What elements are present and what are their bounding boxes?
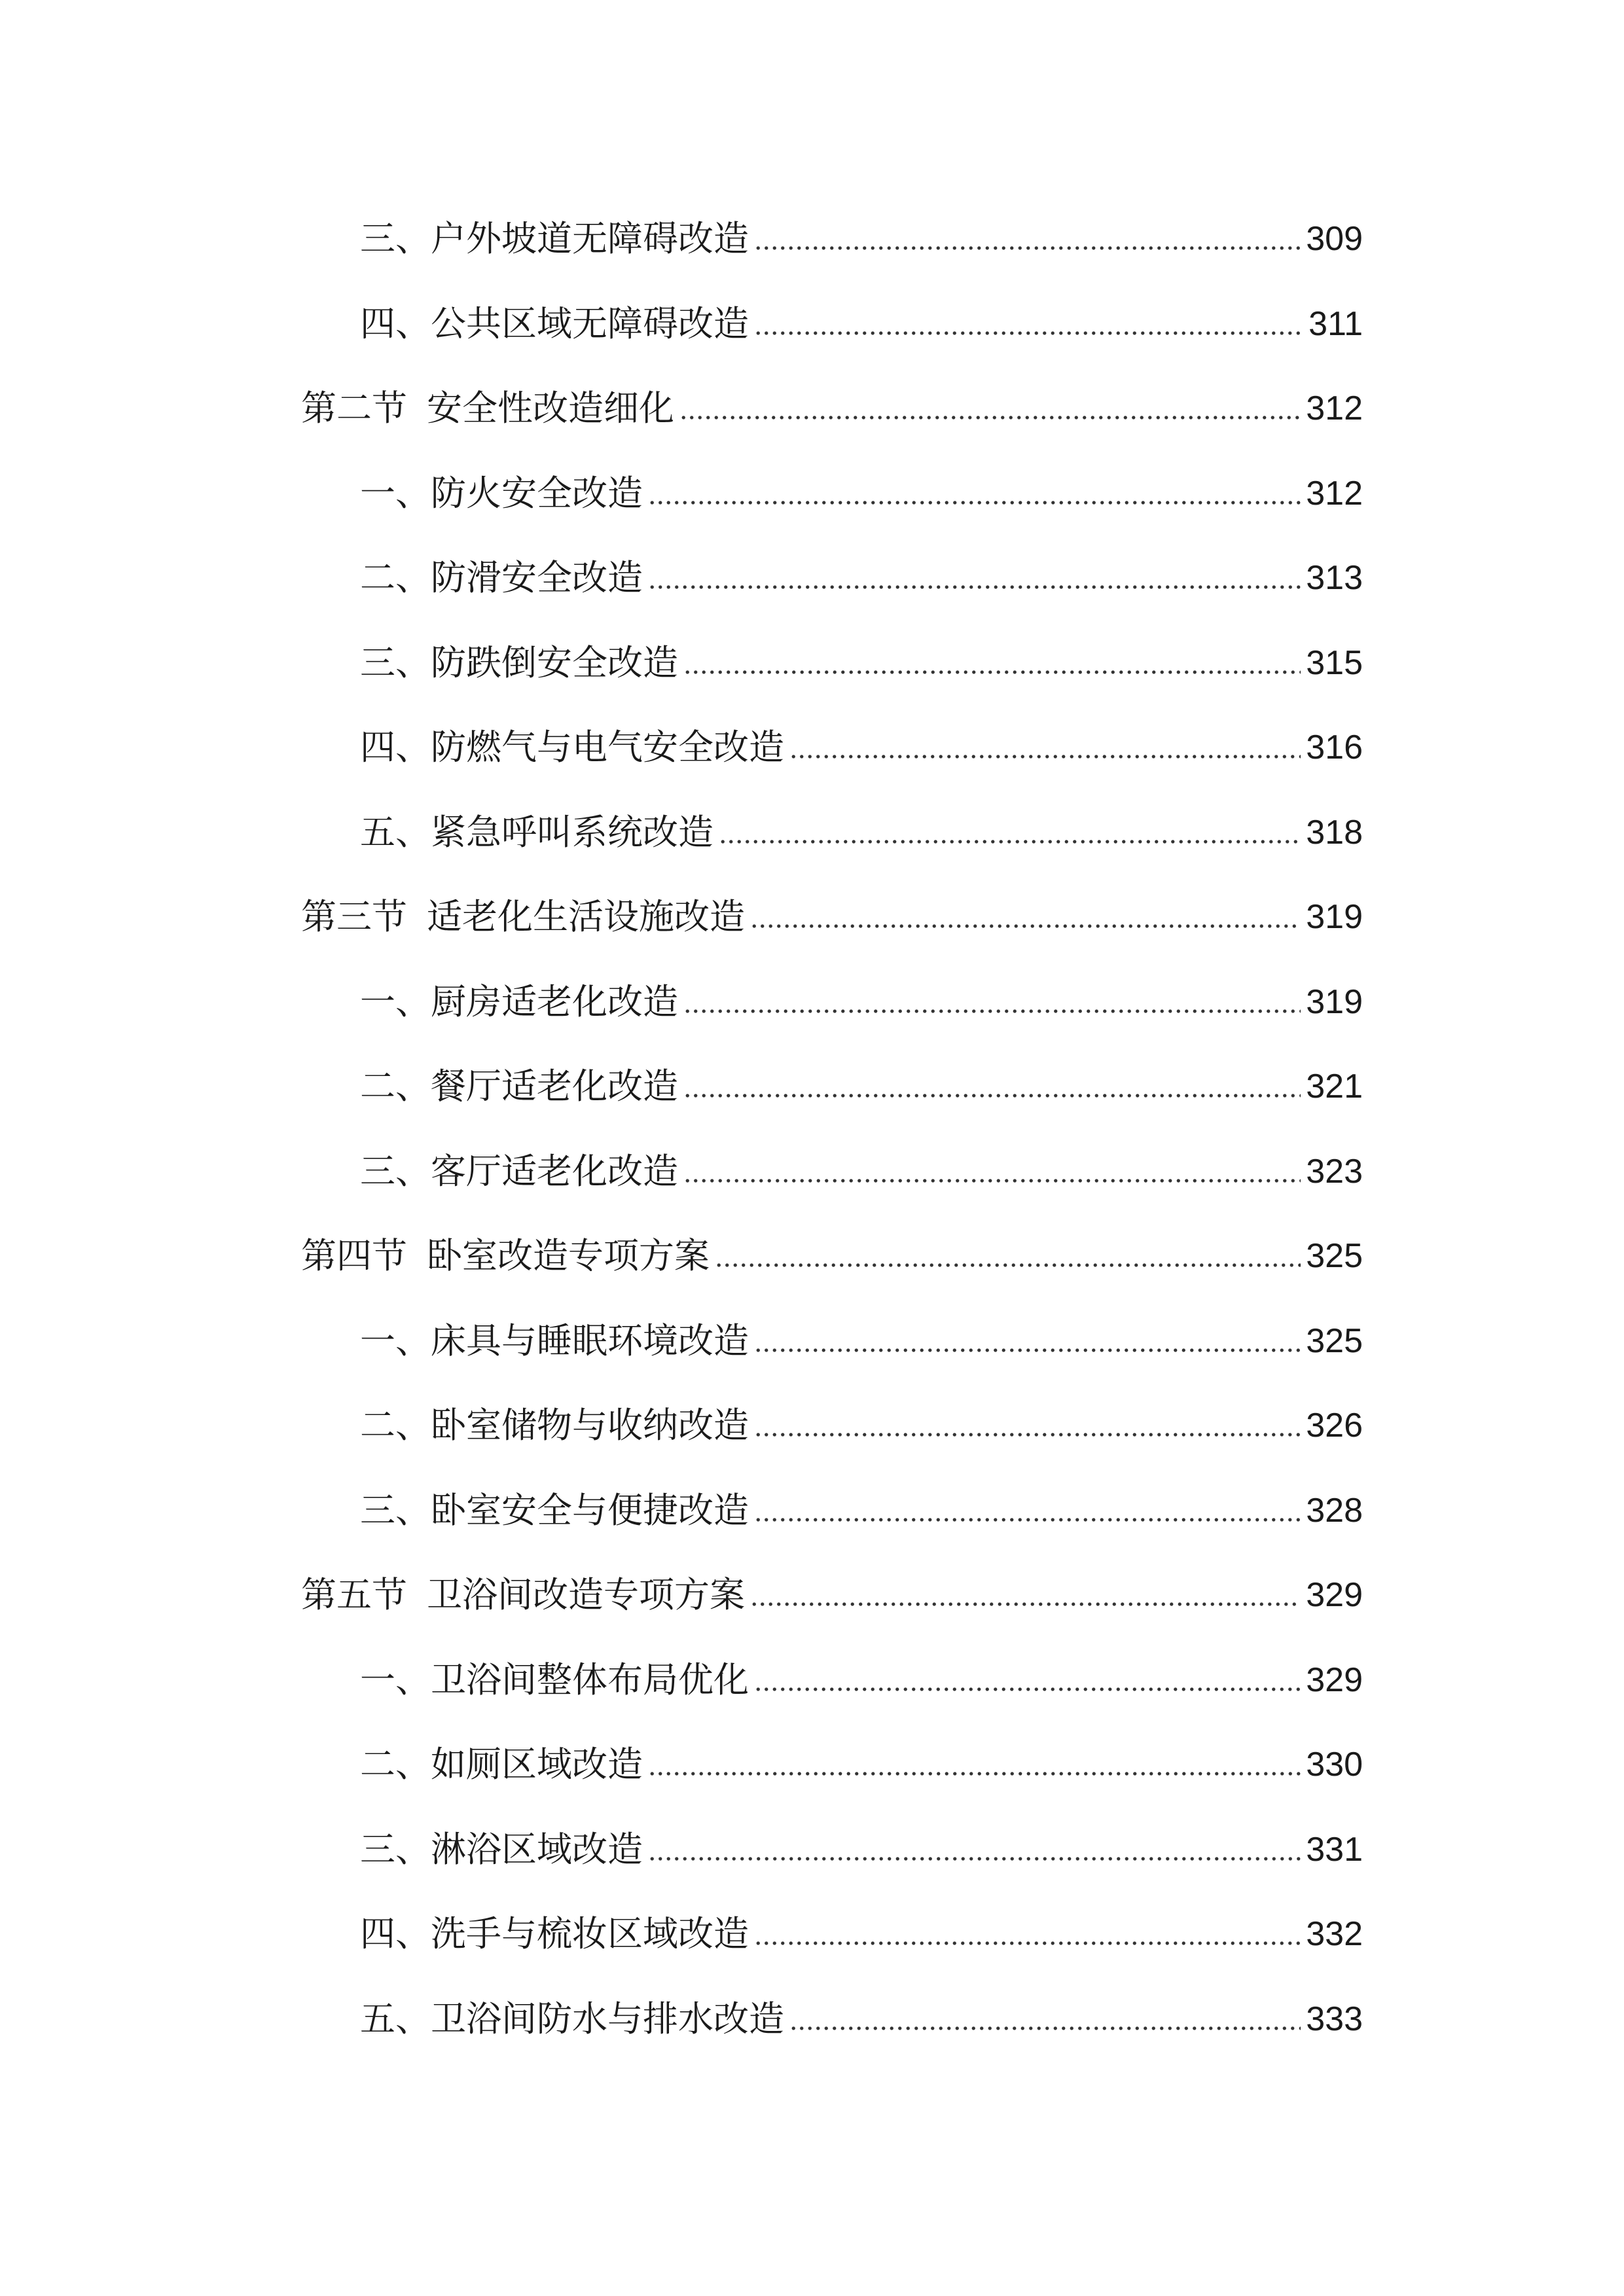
toc-entry-title: 卫浴间改造专项方案 [427,1574,745,1615]
toc-entry-label [301,888,745,946]
dot-leader [789,754,1301,759]
toc-entry-label [360,803,713,862]
toc-entry-label [360,1481,749,1540]
toc-subsection-entry[interactable] [360,1651,1363,1710]
toc-entry-title: 三、淋浴区域改造 [360,1828,643,1870]
toc-subsection-entry[interactable] [360,1057,1363,1116]
toc-entry-label [360,1142,678,1201]
toc-subsection-entry[interactable] [360,295,1363,353]
dot-leader [719,839,1301,844]
toc-subsection-entry[interactable] [360,718,1363,777]
toc-page-number: 332 [1306,1915,1363,1953]
dot-leader [789,2026,1301,2031]
toc-section-number: 第五节 [301,1574,407,1615]
toc-page-number: 315 [1306,643,1363,682]
toc-page-number: 321 [1306,1067,1363,1105]
toc-page-number: 319 [1306,982,1363,1021]
dot-leader [754,1687,1301,1692]
toc-page-number: 318 [1306,813,1363,852]
toc-entry-title: 三、客厅适老化改造 [360,1150,678,1192]
toc-subsection-entry[interactable] [360,1820,1363,1879]
toc-page-number: 329 [1306,1660,1363,1699]
toc-entry-title: 四、防燃气与电气安全改造 [360,726,784,768]
toc-subsection-entry[interactable] [360,973,1363,1031]
toc-entry-title: 一、床具与睡眠环境改造 [360,1319,749,1361]
toc-page-number: 325 [1306,1321,1363,1360]
dot-leader [754,245,1301,251]
toc-section-number: 第三节 [301,896,407,937]
toc-page-number: 311 [1308,304,1363,343]
toc-entry-title: 三、户外坡道无障碍改造 [360,218,749,259]
toc-subsection-entry[interactable] [360,803,1363,862]
dot-leader [648,500,1301,505]
toc-page-number: 328 [1306,1491,1363,1530]
dot-leader [679,415,1301,420]
toc-page-number: 309 [1306,220,1363,258]
toc-entry-label [360,1735,643,1794]
toc-entry-label [301,1566,745,1624]
toc-entry-label [360,973,678,1031]
dot-leader [683,670,1301,675]
dot-leader [754,1941,1301,1946]
toc-entry-label [360,1990,784,2049]
toc-page-number: 333 [1306,2000,1363,2038]
toc-subsection-entry[interactable] [360,209,1363,268]
toc-entry-title: 五、紧急呼叫系统改造 [360,811,713,853]
toc-entry-label [360,295,749,353]
toc-entry-label [360,634,678,692]
dot-leader [750,924,1301,929]
toc-entry-label [360,718,784,777]
toc-entry-label [360,1396,749,1455]
dot-leader [648,584,1301,590]
toc-entry-label [360,1820,643,1879]
toc-subsection-entry[interactable] [360,1396,1363,1455]
dot-leader [754,331,1303,336]
toc-page-number: 312 [1306,389,1363,427]
toc-subsection-entry[interactable] [360,1142,1363,1201]
dot-leader [683,1178,1301,1183]
toc-page-number: 312 [1306,474,1363,512]
dot-leader [754,1348,1301,1353]
dot-leader [683,1009,1301,1014]
toc-entry-label [360,548,643,607]
toc-page-number: 329 [1306,1576,1363,1614]
toc-entry-label [360,1905,749,1964]
toc-subsection-entry[interactable] [360,464,1363,523]
toc-entry-title: 二、餐厅适老化改造 [360,1066,678,1107]
toc-entry-title: 四、洗手与梳妆区域改造 [360,1913,749,1954]
toc-section-entry[interactable] [301,1566,1363,1624]
toc-section-entry[interactable] [301,888,1363,946]
toc-page-number: 313 [1306,559,1363,597]
toc-entry-label [301,1227,710,1285]
toc-subsection-entry[interactable] [360,1735,1363,1794]
dot-leader [754,1517,1301,1522]
toc-entry-title: 一、厨房适老化改造 [360,980,678,1022]
toc-entry-title: 一、防火安全改造 [360,472,643,514]
toc-page-number: 326 [1306,1407,1363,1444]
toc-entry-title: 适老化生活设施改造 [427,896,745,937]
toc-entry-label [301,379,674,438]
toc-entry-label [360,464,643,523]
toc-subsection-entry[interactable] [360,1990,1363,2049]
toc-section-entry[interactable] [301,1227,1363,1285]
dot-leader [648,1771,1301,1776]
toc-subsection-entry[interactable] [360,634,1363,692]
toc-page-number: 331 [1306,1830,1363,1869]
dot-leader [683,1093,1301,1098]
toc-entry-label [360,1651,749,1710]
toc-entry-title: 二、防滑安全改造 [360,557,643,598]
toc-section-number: 第四节 [301,1235,407,1276]
toc-page-number: 323 [1306,1152,1363,1191]
dot-leader [648,1856,1301,1861]
dot-leader [754,1432,1301,1437]
dot-leader [715,1263,1301,1268]
toc-entry-title: 四、公共区域无障碍改造 [360,302,749,344]
toc-entry-title: 五、卫浴间防水与排水改造 [360,1998,784,2039]
toc-entry-title: 三、卧室安全与便捷改造 [360,1489,749,1531]
toc-subsection-entry[interactable] [360,548,1363,607]
toc-page-number: 330 [1306,1746,1363,1784]
toc-entry-label [360,1312,749,1371]
toc-subsection-entry[interactable] [360,1905,1363,1964]
toc-entry-label [360,1057,678,1116]
toc-entry-title: 三、防跌倒安全改造 [360,641,678,683]
toc-entry-title: 卧室改造专项方案 [427,1235,710,1276]
toc-section-number: 第二节 [301,387,407,429]
dot-leader [750,1602,1301,1607]
toc-entry-title: 二、卧室储物与收纳改造 [360,1405,749,1446]
toc-entry-title: 安全性改造细化 [427,387,674,429]
toc-page-number: 319 [1306,898,1363,936]
toc-page-number: 325 [1306,1237,1363,1275]
toc-entry-title: 二、如厕区域改造 [360,1744,643,1785]
toc-page-number: 316 [1306,728,1363,766]
toc-entry-title: 一、卫浴间整体布局优化 [360,1659,749,1700]
toc-section-entry[interactable] [301,379,1363,438]
toc-subsection-entry[interactable] [360,1481,1363,1540]
toc-entry-label [360,209,749,268]
toc-subsection-entry[interactable] [360,1312,1363,1371]
